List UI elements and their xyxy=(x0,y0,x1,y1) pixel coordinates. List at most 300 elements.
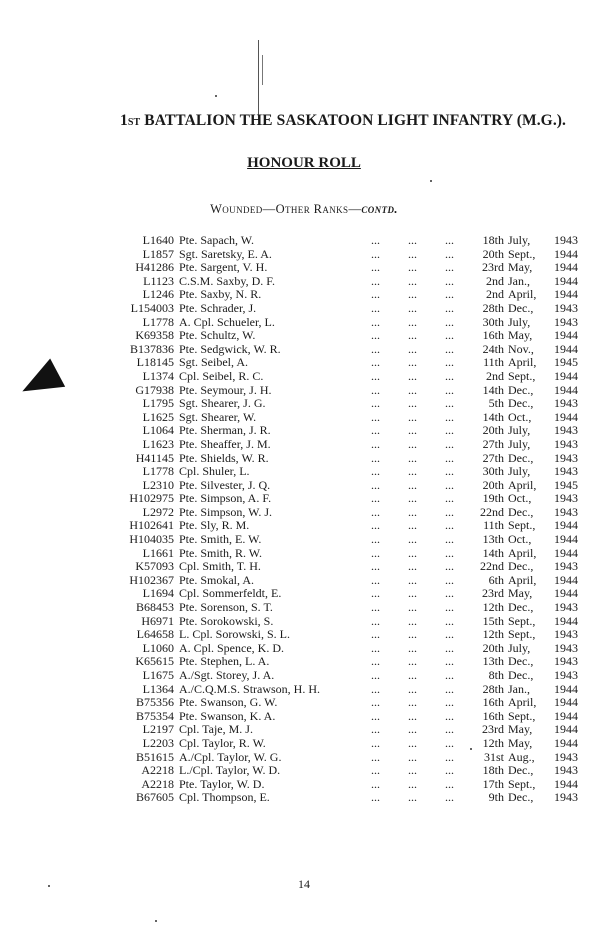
leader-dots: ... xyxy=(445,722,454,737)
soldier-name: Pte. Smith, R. W. xyxy=(179,545,263,560)
wound-day: 23rd xyxy=(482,586,504,601)
leader-dots: ... xyxy=(445,518,454,533)
wound-day: 23rd xyxy=(482,260,504,275)
service-number: L1374 xyxy=(142,368,174,383)
table-row xyxy=(112,778,578,792)
wound-month: May, xyxy=(508,260,533,275)
service-number: K69358 xyxy=(135,328,174,343)
leader-dots: ... xyxy=(371,314,380,329)
leader-dots: ... xyxy=(371,776,380,791)
wound-day: 2nd xyxy=(486,368,504,383)
soldier-name: Pte. Silvester, J. Q. xyxy=(179,477,271,492)
leader-dots: ... xyxy=(408,396,417,411)
wound-month: Jan., xyxy=(508,273,530,288)
service-number: B75354 xyxy=(135,708,174,723)
soldier-name: Sgt. Shearer, J. G. xyxy=(179,396,266,411)
service-number: B51615 xyxy=(135,749,174,764)
wound-year: 1945 xyxy=(554,477,578,492)
table-row xyxy=(112,411,578,425)
table-row xyxy=(112,764,578,778)
leader-dots: ... xyxy=(371,287,380,302)
wound-day: 2nd xyxy=(486,287,504,302)
wound-day: 12th xyxy=(482,627,504,642)
wound-month: Aug., xyxy=(508,749,535,764)
wound-year: 1944 xyxy=(554,287,578,302)
leader-dots: ... xyxy=(445,491,454,506)
service-number: B137836 xyxy=(129,341,174,356)
table-row xyxy=(112,397,578,411)
wound-month: Dec., xyxy=(508,396,534,411)
leader-dots: ... xyxy=(371,545,380,560)
leader-dots: ... xyxy=(371,681,380,696)
wound-year: 1943 xyxy=(554,504,578,519)
leader-dots: ... xyxy=(408,300,417,315)
soldier-name: Pte. Simpson, A. F. xyxy=(179,491,272,506)
soldier-name: Cpl. Taylor, R. W. xyxy=(179,735,266,750)
table-row xyxy=(112,655,578,669)
soldier-name: Pte. Seymour, J. H. xyxy=(179,382,272,397)
leader-dots: ... xyxy=(408,749,417,764)
service-number: B67605 xyxy=(135,790,174,805)
service-number: L1661 xyxy=(142,545,174,560)
soldier-name: Pte. Swanson, K. A. xyxy=(179,708,276,723)
wound-day: 18th xyxy=(482,233,504,247)
leader-dots: ... xyxy=(408,423,417,438)
service-number: B75356 xyxy=(135,695,174,710)
service-number: L1364 xyxy=(142,681,174,696)
wound-day: 16th xyxy=(482,708,504,723)
wound-day: 19th xyxy=(482,491,504,506)
wound-day: 28th xyxy=(482,300,504,315)
battalion-heading xyxy=(120,112,570,130)
leader-dots: ... xyxy=(445,708,454,723)
leader-dots: ... xyxy=(371,586,380,601)
subheading-contd: contd. xyxy=(361,202,398,216)
leader-dots: ... xyxy=(408,790,417,805)
wound-year: 1944 xyxy=(554,681,578,696)
leader-dots: ... xyxy=(371,464,380,479)
service-number: H102975 xyxy=(129,491,174,506)
table-row xyxy=(112,696,578,710)
table-row xyxy=(112,587,578,601)
leader-dots: ... xyxy=(445,368,454,383)
leader-dots: ... xyxy=(408,613,417,628)
wound-day: 20th xyxy=(482,640,504,655)
service-number: L1123 xyxy=(143,273,174,288)
wound-month: Dec., xyxy=(508,790,534,805)
wound-day: 22nd xyxy=(480,504,504,519)
wound-day: 12th xyxy=(482,600,504,615)
wound-month: July, xyxy=(508,314,531,329)
leader-dots: ... xyxy=(408,640,417,655)
soldier-name: Sgt. Saretsky, E. A. xyxy=(179,246,272,261)
soldier-name: Pte. Sargent, V. H. xyxy=(179,260,268,275)
leader-dots: ... xyxy=(445,423,454,438)
wound-year: 1944 xyxy=(554,532,578,547)
wound-year: 1944 xyxy=(554,613,578,628)
wound-day: 11th xyxy=(483,518,504,533)
leader-dots: ... xyxy=(371,233,380,247)
wound-year: 1943 xyxy=(554,749,578,764)
soldier-name: Pte. Sorenson, S. T. xyxy=(179,600,273,615)
service-number: A2218 xyxy=(141,776,174,791)
soldier-name: Pte. Sedgwick, W. R. xyxy=(179,341,281,356)
wound-day: 17th xyxy=(482,776,504,791)
wound-month: Dec., xyxy=(508,559,534,574)
table-row xyxy=(112,628,578,642)
service-number: L18145 xyxy=(136,355,174,370)
leader-dots: ... xyxy=(445,613,454,628)
wound-month: April, xyxy=(508,695,537,710)
service-number: H102641 xyxy=(129,518,174,533)
soldier-name: Cpl. Seibel, R. C. xyxy=(179,368,264,383)
wound-year: 1943 xyxy=(554,300,578,315)
service-number: H41286 xyxy=(135,260,174,275)
leader-dots: ... xyxy=(408,668,417,682)
wound-month: Sept., xyxy=(508,613,536,628)
leader-dots: ... xyxy=(371,409,380,424)
table-row xyxy=(112,642,578,656)
table-row xyxy=(112,261,578,275)
leader-dots: ... xyxy=(408,708,417,723)
soldier-name: Cpl. Sommerfeldt, E. xyxy=(179,586,282,601)
page-marker-arrow-icon xyxy=(15,358,65,405)
paper-speck xyxy=(215,95,217,97)
leader-dots: ... xyxy=(371,627,380,642)
leader-dots: ... xyxy=(445,409,454,424)
table-row xyxy=(112,343,578,357)
leader-dots: ... xyxy=(408,233,417,247)
leader-dots: ... xyxy=(371,355,380,370)
wound-year: 1943 xyxy=(554,600,578,615)
service-number: L64658 xyxy=(136,627,174,642)
wound-year: 1943 xyxy=(554,627,578,642)
leader-dots: ... xyxy=(371,735,380,750)
wound-day: 20th xyxy=(482,477,504,492)
soldier-name: A./C.Q.M.S. Strawson, H. H. xyxy=(179,681,321,696)
wound-year: 1944 xyxy=(554,708,578,723)
leader-dots: ... xyxy=(408,586,417,601)
leader-dots: ... xyxy=(371,341,380,356)
wound-year: 1943 xyxy=(554,450,578,465)
soldier-name: Cpl. Smith, T. H. xyxy=(179,559,261,574)
paper-speck xyxy=(155,920,157,922)
wound-month: Sept., xyxy=(508,518,536,533)
wound-month: July, xyxy=(508,423,531,438)
wound-year: 1943 xyxy=(554,396,578,411)
wound-month: Dec., xyxy=(508,668,534,682)
wound-month: May, xyxy=(508,735,533,750)
wound-day: 16th xyxy=(482,328,504,343)
leader-dots: ... xyxy=(408,695,417,710)
leader-dots: ... xyxy=(371,722,380,737)
soldier-name: A./Cpl. Taylor, W. G. xyxy=(179,749,282,764)
service-number: H6971 xyxy=(141,613,174,628)
leader-dots: ... xyxy=(371,328,380,343)
service-number: B68453 xyxy=(135,600,174,615)
soldier-name: Cpl. Thompson, E. xyxy=(179,790,270,805)
wound-day: 13th xyxy=(482,532,504,547)
leader-dots: ... xyxy=(445,790,454,805)
leader-dots: ... xyxy=(445,668,454,682)
table-row xyxy=(112,384,578,398)
leader-dots: ... xyxy=(408,368,417,383)
wound-year: 1944 xyxy=(554,572,578,587)
leader-dots: ... xyxy=(371,423,380,438)
table-row xyxy=(112,751,578,765)
leader-dots: ... xyxy=(445,627,454,642)
leader-dots: ... xyxy=(371,518,380,533)
leader-dots: ... xyxy=(408,763,417,778)
soldier-name: Cpl. Shuler, L. xyxy=(179,464,250,479)
soldier-name: Pte. Swanson, G. W. xyxy=(179,695,278,710)
wound-day: 18th xyxy=(482,763,504,778)
wound-month: Dec., xyxy=(508,300,534,315)
table-row xyxy=(112,452,578,466)
leader-dots: ... xyxy=(371,260,380,275)
leader-dots: ... xyxy=(408,328,417,343)
service-number: L1795 xyxy=(142,396,174,411)
wound-day: 23rd xyxy=(482,722,504,737)
section-subheading xyxy=(0,202,608,217)
wound-month: May, xyxy=(508,586,533,601)
table-row xyxy=(112,737,578,751)
leader-dots: ... xyxy=(408,504,417,519)
leader-dots: ... xyxy=(408,450,417,465)
leader-dots: ... xyxy=(408,776,417,791)
wound-month: July, xyxy=(508,640,531,655)
service-number: K65615 xyxy=(135,654,174,669)
wound-month: Dec., xyxy=(508,600,534,615)
leader-dots: ... xyxy=(445,328,454,343)
leader-dots: ... xyxy=(408,545,417,560)
leader-dots: ... xyxy=(445,695,454,710)
table-row xyxy=(112,669,578,683)
leader-dots: ... xyxy=(445,776,454,791)
leader-dots: ... xyxy=(371,273,380,288)
wound-day: 27th xyxy=(482,450,504,465)
service-number: L1694 xyxy=(142,586,174,601)
leader-dots: ... xyxy=(445,464,454,479)
leader-dots: ... xyxy=(371,532,380,547)
leader-dots: ... xyxy=(408,314,417,329)
binding-mark xyxy=(258,40,259,120)
table-row xyxy=(112,533,578,547)
wound-year: 1944 xyxy=(554,328,578,343)
service-number: L1625 xyxy=(142,409,174,424)
leader-dots: ... xyxy=(408,518,417,533)
service-number: L1778 xyxy=(142,314,174,329)
soldier-name: C.S.M. Saxby, D. F. xyxy=(179,273,275,288)
soldier-name: Pte. Smokal, A. xyxy=(179,572,255,587)
table-row xyxy=(112,234,578,248)
wound-year: 1944 xyxy=(554,545,578,560)
leader-dots: ... xyxy=(408,273,417,288)
wound-year: 1944 xyxy=(554,341,578,356)
service-number: L1060 xyxy=(142,640,174,655)
table-row xyxy=(112,519,578,533)
table-row xyxy=(112,288,578,302)
leader-dots: ... xyxy=(371,763,380,778)
service-number: L154003 xyxy=(130,300,174,315)
heading-ordinal: 1 xyxy=(120,112,128,129)
wound-day: 14th xyxy=(482,409,504,424)
wound-month: April, xyxy=(508,355,537,370)
wound-month: May, xyxy=(508,328,533,343)
table-row xyxy=(112,248,578,262)
leader-dots: ... xyxy=(445,545,454,560)
leader-dots: ... xyxy=(408,287,417,302)
wound-year: 1943 xyxy=(554,491,578,506)
wound-year: 1944 xyxy=(554,586,578,601)
table-row xyxy=(112,479,578,493)
binding-mark xyxy=(262,55,263,85)
leader-dots: ... xyxy=(371,572,380,587)
wound-year: 1944 xyxy=(554,368,578,383)
soldier-name: Pte. Simpson, W. J. xyxy=(179,504,273,519)
wound-day: 31st xyxy=(483,749,504,764)
paper-speck xyxy=(430,180,432,182)
wound-year: 1944 xyxy=(554,695,578,710)
leader-dots: ... xyxy=(371,790,380,805)
table-row xyxy=(112,465,578,479)
leader-dots: ... xyxy=(371,504,380,519)
leader-dots: ... xyxy=(371,300,380,315)
soldier-name: Cpl. Taje, M. J. xyxy=(179,722,253,737)
leader-dots: ... xyxy=(445,300,454,315)
soldier-name: Pte. Sly, R. M. xyxy=(179,518,250,533)
wound-month: Dec., xyxy=(508,382,534,397)
service-number: G17938 xyxy=(135,382,174,397)
wound-day: 13th xyxy=(482,654,504,669)
leader-dots: ... xyxy=(408,477,417,492)
table-row xyxy=(112,683,578,697)
leader-dots: ... xyxy=(445,735,454,750)
wound-month: Oct., xyxy=(508,491,532,506)
leader-dots: ... xyxy=(445,572,454,587)
leader-dots: ... xyxy=(408,572,417,587)
leader-dots: ... xyxy=(445,559,454,574)
leader-dots: ... xyxy=(408,341,417,356)
leader-dots: ... xyxy=(371,477,380,492)
leader-dots: ... xyxy=(408,600,417,615)
wound-month: July, xyxy=(508,464,531,479)
leader-dots: ... xyxy=(371,668,380,682)
soldier-name: Pte. Taylor, W. D. xyxy=(179,776,265,791)
wound-month: Oct., xyxy=(508,409,532,424)
soldier-name: Pte. Schultz, W. xyxy=(179,328,256,343)
table-row xyxy=(112,547,578,561)
leader-dots: ... xyxy=(371,600,380,615)
leader-dots: ... xyxy=(445,477,454,492)
leader-dots: ... xyxy=(445,341,454,356)
leader-dots: ... xyxy=(408,735,417,750)
wound-day: 2nd xyxy=(486,273,504,288)
wound-month: Sept., xyxy=(508,368,536,383)
wound-month: Dec., xyxy=(508,763,534,778)
leader-dots: ... xyxy=(445,314,454,329)
wound-day: 6th xyxy=(488,572,504,587)
wound-year: 1943 xyxy=(554,314,578,329)
service-number: L1675 xyxy=(142,668,174,682)
heading-text: BATTALION THE SASKATOON LIGHT INFANTRY (M.G.). xyxy=(140,112,567,129)
leader-dots: ... xyxy=(445,396,454,411)
wound-month: Dec., xyxy=(508,450,534,465)
soldier-name: A./Sgt. Storey, J. A. xyxy=(179,668,275,682)
soldier-name: Sgt. Seibel, A. xyxy=(179,355,249,370)
service-number: L1778 xyxy=(142,464,174,479)
service-number: K57093 xyxy=(135,559,174,574)
wound-month: Nov., xyxy=(508,341,534,356)
leader-dots: ... xyxy=(408,382,417,397)
service-number: L1857 xyxy=(142,246,174,261)
heading-ordinal-suffix: ST xyxy=(127,117,141,128)
leader-dots: ... xyxy=(408,559,417,574)
service-number: A2218 xyxy=(141,763,174,778)
leader-dots: ... xyxy=(445,654,454,669)
wound-year: 1944 xyxy=(554,776,578,791)
wound-year: 1943 xyxy=(554,423,578,438)
soldier-name: Pte. Saxby, N. R. xyxy=(179,287,262,302)
service-number: L2972 xyxy=(142,504,174,519)
wound-day: 20th xyxy=(482,423,504,438)
leader-dots: ... xyxy=(408,436,417,451)
wound-day: 12th xyxy=(482,735,504,750)
leader-dots: ... xyxy=(445,450,454,465)
wound-day: 28th xyxy=(482,681,504,696)
table-row xyxy=(112,601,578,615)
table-row xyxy=(112,275,578,289)
leader-dots: ... xyxy=(445,273,454,288)
leader-dots: ... xyxy=(408,355,417,370)
soldier-name: Pte. Sheaffer, J. M. xyxy=(179,436,271,451)
leader-dots: ... xyxy=(445,287,454,302)
wound-year: 1944 xyxy=(554,260,578,275)
wound-month: Sept., xyxy=(508,627,536,642)
leader-dots: ... xyxy=(371,491,380,506)
wound-month: April, xyxy=(508,545,537,560)
leader-dots: ... xyxy=(445,504,454,519)
table-row xyxy=(112,574,578,588)
wound-month: Sept., xyxy=(508,246,536,261)
wound-year: 1944 xyxy=(554,382,578,397)
table-row xyxy=(112,438,578,452)
page-title: HONOUR ROLL xyxy=(247,155,361,171)
leader-dots: ... xyxy=(408,260,417,275)
wound-year: 1943 xyxy=(554,233,578,247)
leader-dots: ... xyxy=(445,763,454,778)
wound-year: 1943 xyxy=(554,790,578,805)
service-number: L2197 xyxy=(142,722,174,737)
table-row xyxy=(112,506,578,520)
wound-month: Dec., xyxy=(508,654,534,669)
leader-dots: ... xyxy=(445,355,454,370)
leader-dots: ... xyxy=(408,532,417,547)
soldier-name: Pte. Stephen, L. A. xyxy=(179,654,270,669)
leader-dots: ... xyxy=(371,613,380,628)
table-row xyxy=(112,615,578,629)
service-number: H104035 xyxy=(129,532,174,547)
leader-dots: ... xyxy=(445,681,454,696)
wound-year: 1944 xyxy=(554,518,578,533)
leader-dots: ... xyxy=(371,640,380,655)
page-number: 14 xyxy=(298,877,310,891)
wound-year: 1943 xyxy=(554,559,578,574)
table-row xyxy=(112,492,578,506)
leader-dots: ... xyxy=(371,654,380,669)
soldier-name: Sgt. Shearer, W. xyxy=(179,409,257,424)
leader-dots: ... xyxy=(371,450,380,465)
